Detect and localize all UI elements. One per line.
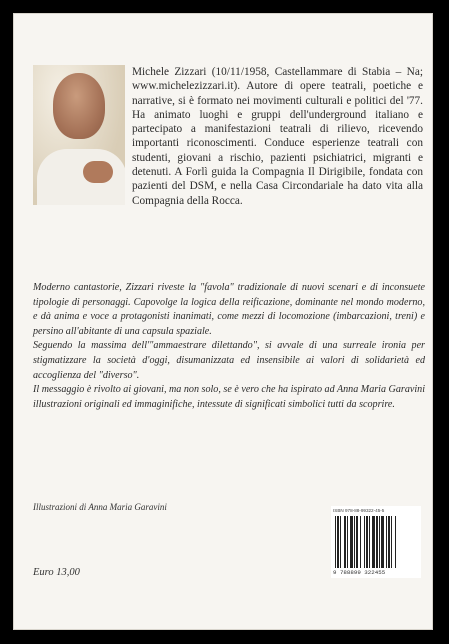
barcode-bar	[347, 516, 348, 568]
barcode-box	[331, 506, 421, 578]
barcode-bar	[366, 516, 368, 568]
barcode-bar	[344, 516, 346, 568]
blurb-paragraph-3: Il messaggio è rivolto ai giovani, ma non solo, se è vero che ha ispirato ad Anna Maria Garavini illustrazioni originali ed immaginifiche, intessute di significati simbolici tutti da scoprire.	[33, 384, 425, 410]
barcode-bar	[350, 516, 353, 568]
barcode-bar	[340, 516, 341, 568]
barcode-bar	[381, 516, 384, 568]
isbn-text: ISBN 978-88-99322-45-5	[333, 508, 385, 513]
barcode-bar	[391, 516, 392, 568]
barcode-bar	[376, 516, 378, 568]
barcode-bar	[388, 516, 390, 568]
barcode-bar	[360, 516, 361, 568]
barcode-bar	[335, 516, 336, 568]
barcode-icon	[335, 516, 417, 568]
blurb-paragraph-2: Seguendo la massima dell'"ammaestrare dilettando", si avvale di una surreale ironia per stigmatizzare la società d'oggi, disumanizzata ed insensibile ai valori di solidarietà ed accoglienza del "diverso".	[33, 340, 425, 381]
barcode-bar	[354, 516, 355, 568]
blurb-paragraph-1: Moderno cantastorie, Zizzari riveste la "favola" tradizionale di nuovi scenari e di inconsuete tipologie di personaggi. Capovolge la logica della reificazione, dominante nel mondo moderno, e dà anima e voce a protagonisti inanimati, come mezzi di locomozione (imbarcazioni, treni) e persino all'abitante di una capsula spaziale.	[33, 282, 425, 337]
photo-hand	[83, 161, 113, 183]
ean-number: 9 788899 322455	[333, 569, 386, 576]
barcode-bar	[379, 516, 380, 568]
barcode-bar	[395, 516, 396, 568]
illustrator-credit: Illustrazioni di Anna Maria Garavini	[33, 502, 167, 512]
barcode-bar	[356, 516, 358, 568]
barcode-bar	[386, 516, 387, 568]
barcode-bar	[337, 516, 339, 568]
author-bio: Michele Zizzari (10/11/1958, Castellammare di Stabia – Na; www.michelezizzari.it). Autore di opere teatrali, poetiche e narrative, si è formato nei movimenti culturali e politici del '77. Ha animato luoghi e gruppi dell'underground italiano e partecipato a manifestazioni teatrali di rilievo, ricevendo importanti riconoscimenti. Conduce esperienze teatrali con studenti, giovani a rischio, pazienti psichiatrici, migranti e detenuti. A Forlì guida la Compagnia Il Dirigibile, fondata con pazienti del DSM, e nella Casa Circondariale ha dato vita alla Compagnia della Rocca.	[132, 66, 423, 207]
price-label: Euro 13,00	[33, 567, 80, 578]
barcode-bar	[364, 516, 365, 568]
book-back-cover	[13, 13, 433, 630]
book-blurb	[33, 281, 425, 412]
photo-head	[53, 73, 105, 139]
author-photo	[33, 65, 125, 205]
barcode-bar	[372, 516, 375, 568]
barcode-bar	[369, 516, 370, 568]
